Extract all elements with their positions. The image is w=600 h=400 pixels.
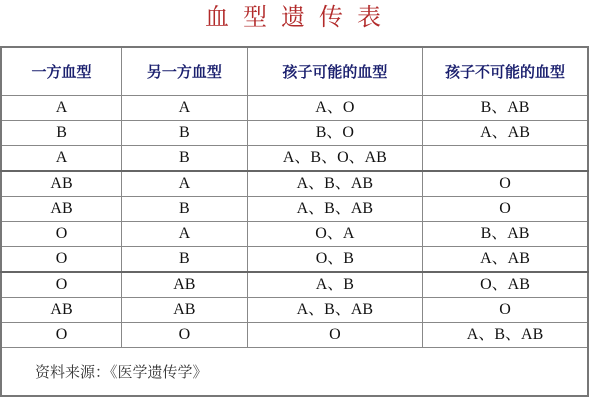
parent2-type: B	[122, 146, 248, 172]
parent1-type: A	[1, 146, 122, 172]
possible-types: B、O	[247, 121, 422, 146]
parent2-type: B	[122, 247, 248, 273]
possible-types: A、O	[247, 96, 422, 121]
table-row	[1, 121, 588, 146]
table-row	[1, 146, 588, 172]
impossible-types: O	[423, 298, 588, 323]
parent1-type: AB	[1, 298, 122, 323]
parent1-type: B	[1, 121, 122, 146]
parent1-type: AB	[1, 197, 122, 222]
impossible-types: A、AB	[423, 121, 588, 146]
possible-types: A、B	[247, 272, 422, 298]
impossible-types: O	[423, 197, 588, 222]
header-parent2: 另一方血型	[122, 47, 248, 96]
possible-types: O	[247, 323, 422, 348]
parent1-type: A	[1, 96, 122, 121]
header-impossible: 孩子不可能的血型	[423, 47, 588, 96]
table-row	[1, 222, 588, 247]
table-row	[1, 197, 588, 222]
possible-types: O、B	[247, 247, 422, 273]
parent2-type: B	[122, 121, 248, 146]
parent2-type: A	[122, 96, 248, 121]
possible-types: A、B、O、AB	[247, 146, 422, 172]
table-row	[1, 247, 588, 273]
header-parent1: 一方血型	[1, 47, 122, 96]
impossible-types: B、AB	[423, 222, 588, 247]
parent2-type: A	[122, 171, 248, 197]
impossible-types: O	[423, 171, 588, 197]
possible-types: A、B、AB	[247, 298, 422, 323]
parent1-type: O	[1, 272, 122, 298]
parent2-type: AB	[122, 272, 248, 298]
parent1-type: AB	[1, 171, 122, 197]
parent2-type: B	[122, 197, 248, 222]
parent1-type: O	[1, 222, 122, 247]
table-row	[1, 323, 588, 348]
impossible-types: A、B、AB	[423, 323, 588, 348]
impossible-types	[423, 146, 588, 172]
possible-types: A、B、AB	[247, 171, 422, 197]
parent2-type: O	[122, 323, 248, 348]
possible-types: O、A	[247, 222, 422, 247]
page-title: 血型遗传表	[205, 3, 395, 31]
impossible-types: O、AB	[423, 272, 588, 298]
impossible-types: B、AB	[423, 96, 588, 121]
table-row	[1, 96, 588, 121]
impossible-types: A、AB	[423, 247, 588, 273]
header-row	[1, 47, 588, 96]
table-row	[1, 272, 588, 298]
source-note: 资料来源：《医学遗传学》	[1, 348, 588, 397]
parent2-type: A	[122, 222, 248, 247]
table-row	[1, 171, 588, 197]
header-possible: 孩子可能的血型	[247, 47, 422, 96]
parent1-type: O	[1, 323, 122, 348]
parent2-type: AB	[122, 298, 248, 323]
table-row	[1, 298, 588, 323]
blood-type-table	[0, 46, 589, 397]
parent1-type: O	[1, 247, 122, 273]
possible-types: A、B、AB	[247, 197, 422, 222]
